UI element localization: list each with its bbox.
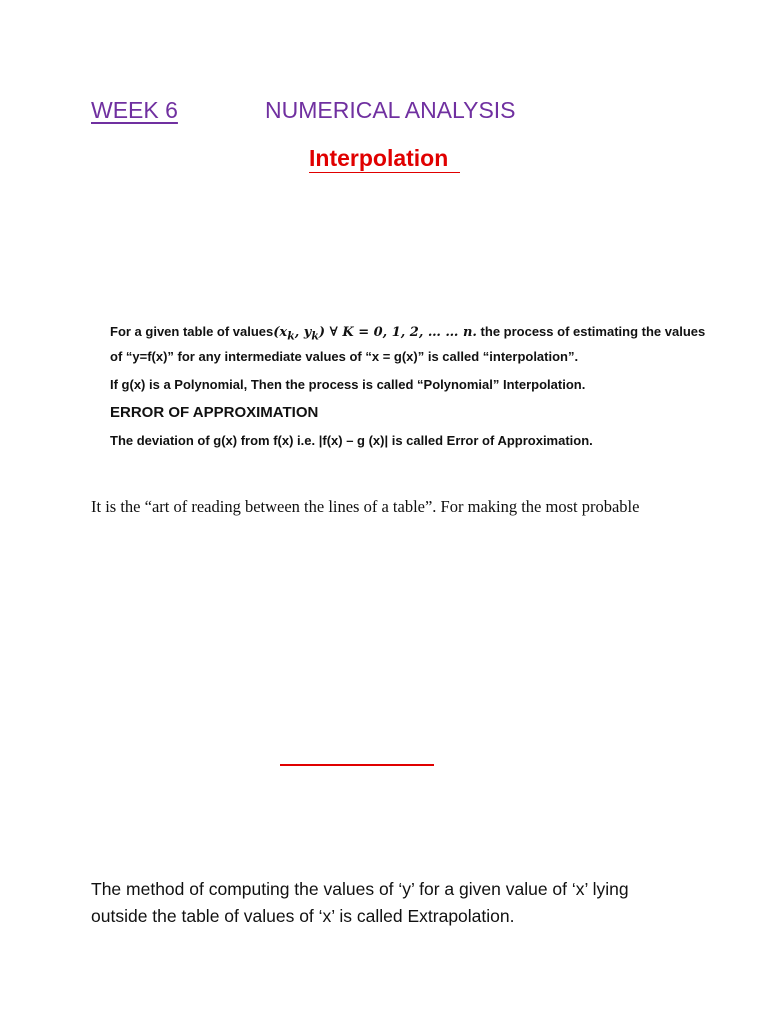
extrapolation-line-2: outside the table of values of ‘x’ is called Extrapolation.: [91, 906, 515, 926]
definition-line-4: The deviation of g(x) from f(x) i.e. |f(x) – g (x)| is called Error of Approximation.: [110, 432, 593, 448]
formula-end: ) ∀ K = 0, 1, 2, … … n.: [318, 325, 477, 340]
formula-sub-2: k: [311, 329, 319, 343]
topic-title: Interpolation: [309, 145, 449, 171]
extrapolation-line-1: The method of computing the values of ‘y’ for a given value of ‘x’ lying: [91, 879, 629, 899]
art-paragraph: It is the “art of reading between the lines of a table”. For making the most probable: [91, 497, 640, 516]
red-rule: [280, 764, 434, 766]
formula-sub-1: k: [287, 329, 295, 343]
extrapolation-paragraph: [91, 876, 629, 930]
formula-mid: , y: [294, 325, 312, 340]
definition-line-1: [110, 322, 705, 347]
formula-open: (x: [273, 325, 288, 340]
error-heading: ERROR OF APPROXIMATION: [110, 403, 319, 421]
definition-line-1-tail: the process of estimating the values: [476, 324, 706, 339]
definition-line-3: If g(x) is a Polynomial, Then the process is called “Polynomial” Interpolation.: [110, 376, 586, 392]
course-title: NUMERICAL ANALYSIS: [265, 97, 516, 123]
topic-underline: [309, 172, 460, 173]
definition-block: [110, 322, 705, 451]
definition-formula: [273, 325, 477, 343]
definition-line-2: of “y=f(x)” for any intermediate values of “x = g(x)” is called “interpolation”.: [110, 348, 579, 364]
week-label: WEEK 6: [91, 97, 178, 123]
definition-line-1-text: For a given table of values: [110, 324, 274, 339]
